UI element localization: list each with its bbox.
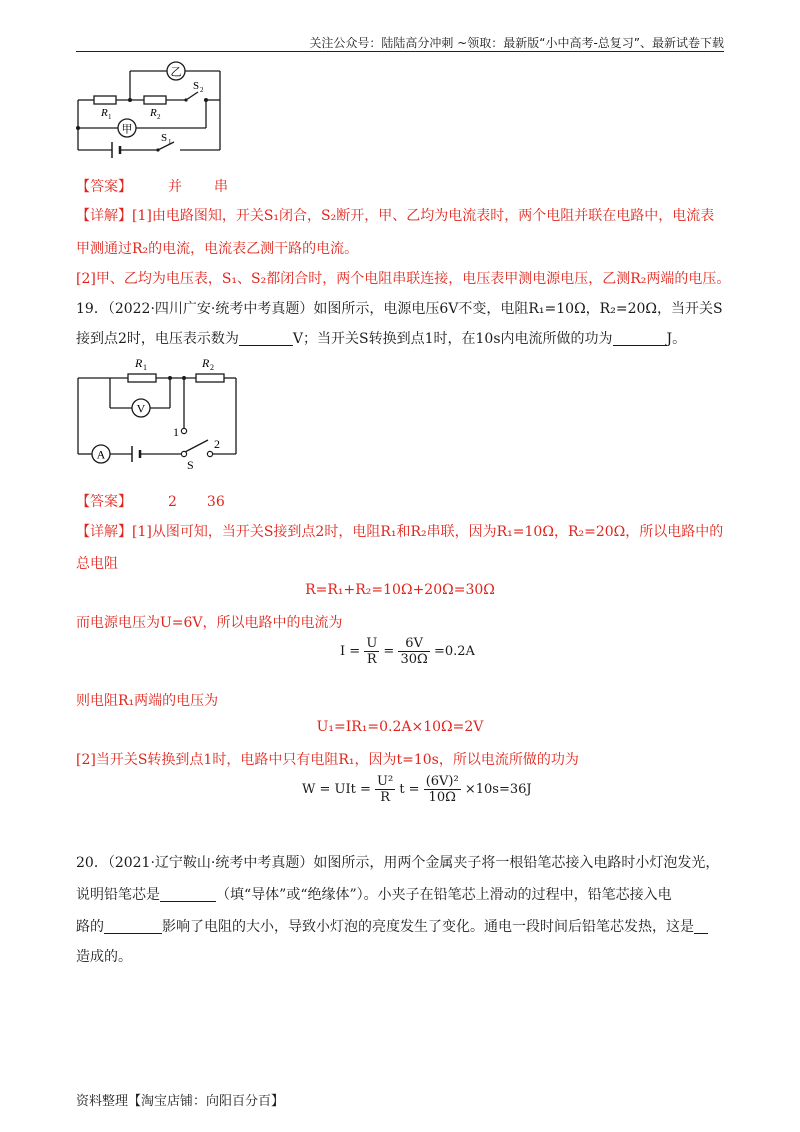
q19-equation-total-resistance: R=R₁+R₂=10Ω+20Ω=30Ω xyxy=(305,582,495,598)
resistor-r2-q19 xyxy=(196,374,224,382)
label-switch-s: S xyxy=(187,458,194,472)
battery-symbol-q19 xyxy=(132,446,140,462)
label-r2 xyxy=(149,107,161,121)
q20-blank-2[interactable] xyxy=(104,919,162,934)
q19-stem-line1: 19．（2022·四川广安·统考中考真题）如图所示，电源电压6V不变，电阻R₁=10Ω，R₂=20Ω，当开关S xyxy=(76,301,723,317)
q19-stem-line2: 接到点2时，电压表示数为 V；当开关S转换到点1时，在10s内电流所做的功为 J。 xyxy=(76,331,687,347)
q18-detail-line1: 【详解】[1]由电路图知，开关S₁闭合，S₂断开，甲、乙均为电流表时，两个电阻并联在电路中，电流表 xyxy=(76,208,715,224)
circuit-diagram-q19 xyxy=(74,352,242,474)
svg-text:R: R xyxy=(135,356,143,370)
label-point-1: 1 xyxy=(173,425,179,439)
q18-answer: 【答案】 并 串 xyxy=(76,179,228,195)
svg-text:A: A xyxy=(96,447,106,462)
circuit-diagram-q18 xyxy=(74,56,224,162)
q19-equation-current: I = $\frac{U}{R}$ = $\frac{6V}{30\Omega}$ =0.2A xyxy=(340,636,475,667)
battery-symbol xyxy=(112,142,120,158)
resistor-r1 xyxy=(94,96,116,104)
q19-detail-line5: [2]当开关S转换到点1时，电路中只有电阻R₁，因为t=10s，所以电流所做的功为 xyxy=(76,752,579,768)
junction-dots xyxy=(76,98,208,152)
svg-text:R: R xyxy=(202,356,210,370)
svg-text:甲: 甲 xyxy=(121,123,133,136)
q20-stem-line4: 造成的。 xyxy=(76,949,132,965)
q19-blank-1[interactable] xyxy=(239,331,293,346)
label-s1 xyxy=(161,132,172,146)
label-r1 xyxy=(100,107,112,121)
q20-stem-line1: 20．（2021·辽宁鞍山·统考中考真题）如图所示，用两个金属夹子将一根铅笔芯接入电路时小灯泡发光， xyxy=(76,855,720,871)
resistor-r1-q19 xyxy=(128,374,156,382)
resistor-r2 xyxy=(144,96,166,104)
svg-text:2: 2 xyxy=(200,86,204,94)
q19-detail-line1: 【详解】[1]从图可知，当开关S接到点2时，电阻R₁和R₂串联，因为R₁=10Ω，R₂=20Ω，所以电路中的 xyxy=(76,524,724,540)
q19-detail-line3: 而电源电压为U=6V，所以电路中的电流为 xyxy=(76,615,343,631)
q18-detail-line3: [2]甲、乙均为电压表，S₁、S₂都闭合时，两个电阻串联连接，电压表甲测电源电压，乙测R₂两端的电压。 xyxy=(76,271,731,287)
q19-equation-voltage: U₁=IR₁=0.2A×10Ω=2V xyxy=(316,719,484,735)
q18-detail-line2: 甲测通过R₂的电流，电流表乙测干路的电流。 xyxy=(76,241,359,257)
svg-text:乙: 乙 xyxy=(170,66,182,79)
svg-text:1: 1 xyxy=(168,138,172,146)
label-r2-q19 xyxy=(201,356,214,372)
page-footer: 资料整理【淘宝店铺：向阳百分百】 xyxy=(76,1094,285,1109)
label-r1-q19 xyxy=(134,356,147,372)
svg-text:S: S xyxy=(161,132,168,144)
q19-equation-work: W = UIt = $\frac{\text{U²}}{R}$ t = $\frac{\text{(6V)²}}{10\Omega}$ ×10s=36J xyxy=(302,774,532,805)
q20-stem-line2: 说明铅笔芯是 （填“导体”或“绝缘体”）。小夹子在铅笔芯上滑动的过程中，铅笔芯接入电 xyxy=(76,887,672,903)
switch-contacts xyxy=(181,428,212,456)
svg-text:S: S xyxy=(193,80,200,92)
q19-detail-line2: 总电阻 xyxy=(76,556,118,572)
q19-blank-2[interactable] xyxy=(613,331,667,346)
svg-text:1: 1 xyxy=(143,363,147,372)
q20-stem-line3: 路的 影响了电阻的大小，导致小灯泡的亮度发生了变化。通电一段时间后铅笔芯发热，这是 xyxy=(76,916,708,936)
q20-blank-1[interactable] xyxy=(160,887,216,902)
svg-text:1: 1 xyxy=(108,113,112,121)
svg-text:V: V xyxy=(136,401,146,416)
page-header: 关注公众号：陆陆高分冲刺 ~领取：最新版“小中高考-总复习”、最新试卷下载 xyxy=(76,34,724,52)
label-s2 xyxy=(193,80,204,94)
svg-text:2: 2 xyxy=(210,363,214,372)
svg-text:R: R xyxy=(150,107,157,119)
q19-answer: 【答案】 2 36 xyxy=(76,494,225,510)
label-point-2: 2 xyxy=(214,437,220,451)
svg-text:2: 2 xyxy=(157,113,161,121)
meter-b xyxy=(167,62,185,80)
meter-a xyxy=(118,119,136,137)
q19-detail-line4: 则电阻R₁两端的电压为 xyxy=(76,693,219,709)
voltmeter xyxy=(132,399,150,417)
q20-blank-3[interactable] xyxy=(694,919,708,934)
ammeter xyxy=(92,445,110,463)
svg-text:R: R xyxy=(101,107,108,119)
